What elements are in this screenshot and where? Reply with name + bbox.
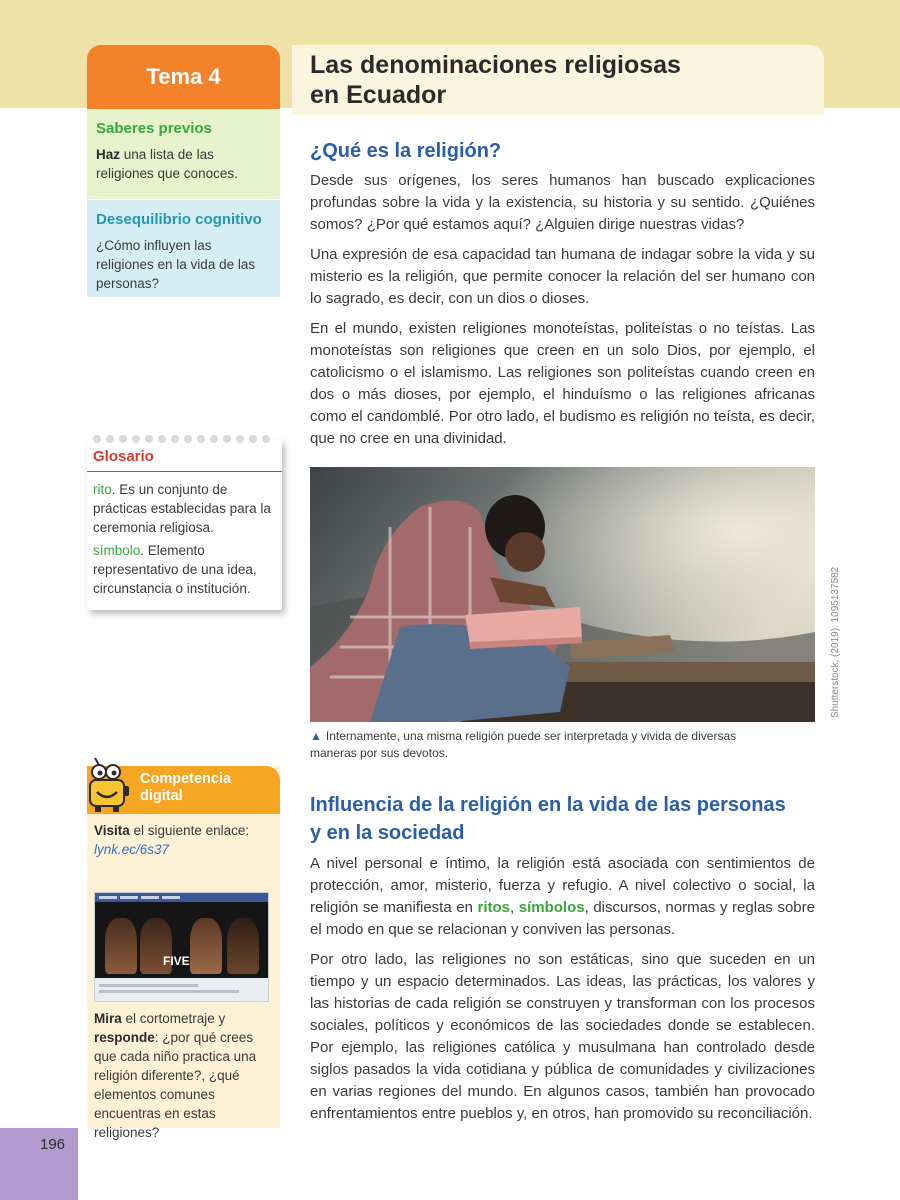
notebook-rings-icon	[93, 435, 278, 445]
glosario-heading: Glosario	[93, 448, 154, 465]
paragraph: En el mundo, existen religiones monoteístas, politeístas o no teístas. Las monoteístas son religiones que creen en un solo Dios, por ejemplo, el catolicismo o el islamismo. Las religiones son politeístas cuando creen en dos o más dioses, por ejemplo, el hinduísmo o las religiones africanas como el candomblé. Por otro lado, el budismo es religión no teísta, es decir, que no cree en una divinidad.	[310, 320, 815, 447]
video-link[interactable]: lynk.ec/6s37	[94, 842, 170, 857]
paragraph: Una expresión de esa capacidad tan humana de indagar sobre la vida y su misterio es la religión, que permite conocer la relación del ser humano con lo sagrado, es decir, con un dios o dioses.	[310, 246, 815, 307]
glossary-link-ritos: ritos	[477, 899, 511, 916]
glossary-definition: . Es un conjunto de prácticas establecidas para la ceremonia religiosa.	[93, 482, 271, 535]
video-title: FIVE	[163, 954, 190, 968]
question-text: : ¿por qué crees que cada niño practica una religión diferente?, ¿qué elementos comunes encuentras en estas religiones?	[94, 1030, 257, 1140]
visit-text: el siguiente enlace:	[129, 823, 250, 838]
glossary-link-simbolos: símbolos	[518, 899, 585, 916]
paragraph: Por otro lado, las religiones no son estáticas, sino que suceden en un tiempo y un espacio determinados. Las ideas, las prácticas, los valores y las historias de cada religión se construyen y transforman con los procesos sociales, políticos y económicos de las sociedades donde se establecen. Por ejemplo, las religiones católica y musulmana han controlado desde siglos pasados la vida cotidiana y pública de comunidades y civilizaciones en varias regiones del mundo. En algunos casos, también han provocado enfrentamientos entre pueblos y, en otros, han promovido su reconciliación.	[310, 951, 815, 1122]
caption-text: Internamente, una misma religión puede ser interpretada y vivida de diversas maneras por sus devotos.	[310, 729, 737, 760]
photo-credit: Shutterstock, (2019). 1095137582	[830, 566, 841, 718]
glossary-definition: . Elemento representativo de una idea, circunstancia o institución.	[93, 543, 257, 596]
caption-triangle-icon: ▲	[310, 729, 322, 743]
mira-text: el cortometraje y	[121, 1011, 226, 1026]
tema-label: Tema 4	[87, 45, 280, 109]
competencia-heading-line2: digital	[140, 788, 183, 804]
glossary-term: rito	[93, 482, 112, 497]
glosario-divider	[87, 471, 282, 472]
paragraph: Desde sus orígenes, los seres humanos han buscado explicaciones profundas sobre la vida y la existencia, su historia y su sentido. ¿Quiénes somos? ¿Por qué estamos aquí? ¿Alguien dirige nuestras vidas?	[310, 172, 815, 233]
paragraph-part: , discursos, normas y reglas sobre el modo en que se relacionan y conviven las personas.	[310, 899, 815, 938]
section-heading-religion: ¿Qué es la religión?	[310, 140, 502, 162]
section-heading-line2: y en la sociedad	[310, 822, 465, 844]
page-title-line2: en Ecuador	[310, 81, 447, 109]
video-site-header	[95, 893, 268, 902]
mira-verb: Mira	[94, 1011, 122, 1026]
page-title-line1: Las denominaciones religiosas	[310, 51, 681, 79]
glosario-box	[87, 440, 282, 610]
glossary-entry	[93, 541, 274, 598]
page-title	[310, 50, 824, 110]
visit-verb: Visita	[94, 823, 130, 838]
saberes-verb: Haz	[96, 147, 121, 162]
section-heading-influencia	[310, 791, 786, 847]
glossary-entry	[93, 480, 274, 537]
glossary-term: símbolo	[93, 543, 141, 558]
video-thumbnail[interactable]	[94, 892, 269, 1002]
saberes-text	[96, 145, 270, 183]
video-frame	[95, 902, 268, 978]
competencia-visit-text	[94, 821, 274, 859]
praying-boy-image	[310, 467, 815, 722]
paragraph	[310, 853, 815, 941]
title-box	[292, 45, 824, 115]
saberes-body: una lista de las religiones que conoces.	[96, 147, 238, 181]
responde-verb: responde	[94, 1030, 155, 1045]
saberes-previos-box	[87, 109, 280, 199]
competencia-heading-line1: Competencia	[140, 771, 232, 787]
desequilibrio-box	[87, 200, 280, 297]
page-number: 196	[40, 1136, 66, 1153]
photo-caption	[310, 728, 780, 762]
paragraph-part: A nivel personal e íntimo, la religión está asociada con sentimientos de protección, amor, misterio, fuerza y refugio. A nivel colectivo o social, la religión se manifiesta en	[310, 855, 815, 916]
competencia-question	[94, 1009, 274, 1142]
page-number-tab	[0, 1128, 78, 1200]
praying-boy-photo	[310, 467, 815, 722]
video-info	[95, 978, 268, 999]
competencia-digital-box	[87, 766, 280, 1140]
section-heading-line1: Influencia de la religión en la vida de las personas	[310, 794, 786, 816]
paragraph-part: ,	[510, 899, 519, 916]
desequilibrio-heading: Desequilibrio cognitivo	[96, 211, 262, 228]
desequilibrio-text: ¿Cómo influyen las religiones en la vida de las personas?	[96, 238, 256, 291]
robot-mascot-icon	[85, 756, 135, 814]
saberes-heading: Saberes previos	[96, 120, 212, 137]
